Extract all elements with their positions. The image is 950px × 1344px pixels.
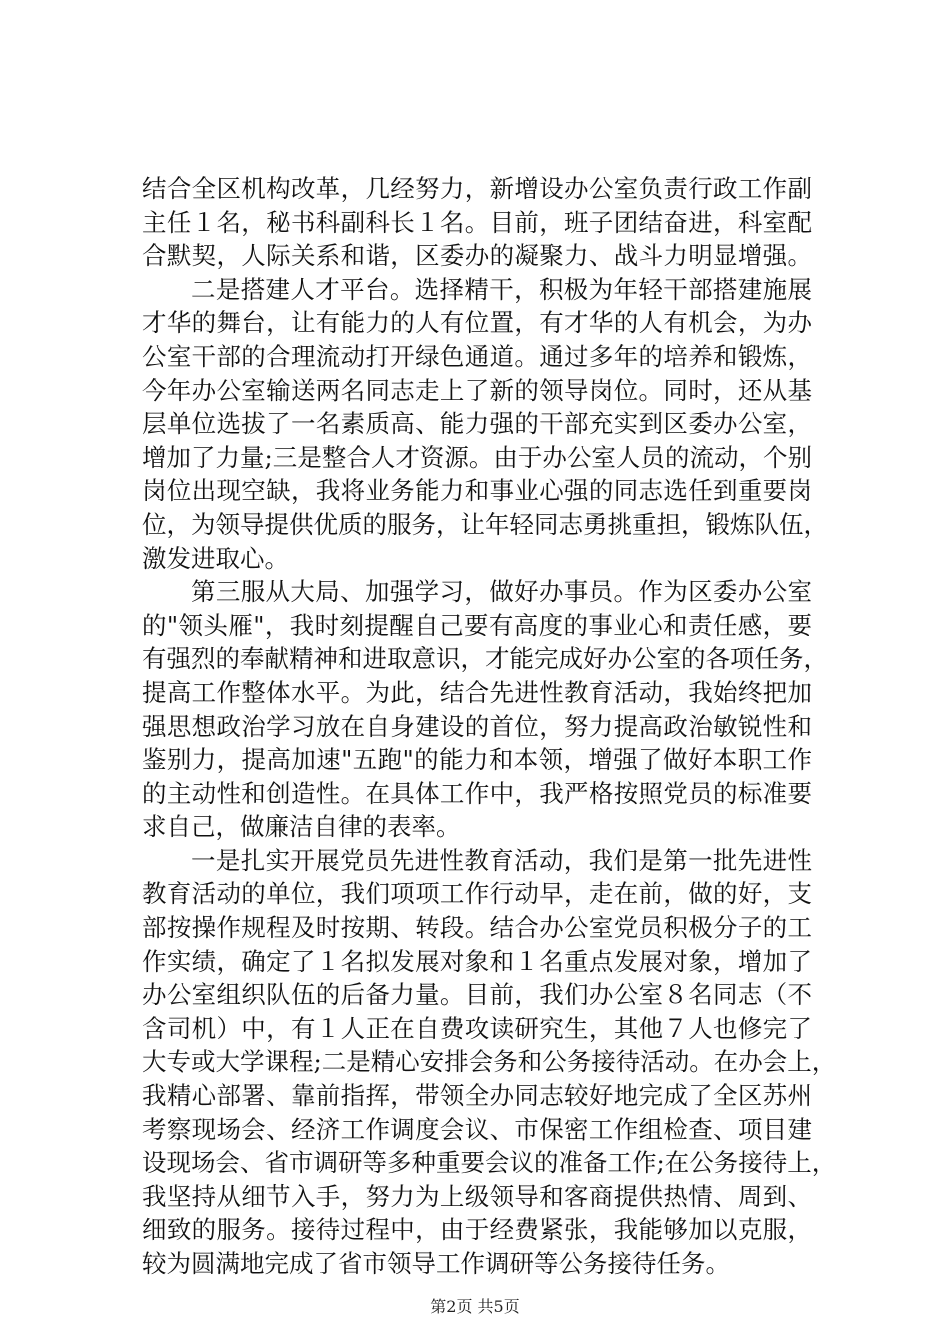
text-line: 设现场会、省市调研等多种重要会议的准备工作;在公务接待上，: [142, 1148, 837, 1178]
page-number-footer: 第2页 共5页: [430, 1297, 520, 1316]
text-line: 考察现场会、经济工作调度会议、市保密工作组检查、项目建: [142, 1114, 812, 1144]
text-line: 合默契，人际关系和谐，区委办的凝聚力、战斗力明显增强。: [142, 241, 812, 271]
text-line: 增加了力量;三是整合人才资源。由于办公室人员的流动，个别: [142, 442, 812, 472]
text-line: 主任１名，秘书科副科长１名。目前，班子团结奋进，科室配: [142, 207, 812, 237]
text-line: 第三服从大局、加强学习，做好办事员。作为区委办公室: [191, 577, 812, 607]
text-line: 部按操作规程及时按期、转段。结合办公室党员积极分子的工: [142, 913, 812, 943]
text-line: 作实绩，确定了１名拟发展对象和１名重点发展对象，增加了: [142, 946, 812, 976]
text-line: 今年办公室输送两名同志走上了新的领导岗位。同时，还从基: [142, 375, 812, 405]
text-line: 较为圆满地完成了省市领导工作调研等公务接待任务。: [142, 1249, 730, 1278]
text-line: 教育活动的单位，我们项项工作行动早，走在前，做的好，支: [142, 879, 812, 909]
text-line: 提高工作整体水平。为此，结合先进性教育活动，我始终把加: [142, 677, 812, 707]
text-line: 一是扎实开展党员先进性教育活动，我们是第一批先进性: [191, 845, 812, 875]
text-line: 有强烈的奉献精神和进取意识，才能完成好办公室的各项任务，: [142, 644, 828, 674]
text-line: 鉴别力，提高加速"五跑"的能力和本领，增强了做好本职工作: [142, 745, 812, 775]
text-line: 公室干部的合理流动打开绿色通道。通过多年的培养和锻炼，: [142, 341, 812, 371]
text-line: 位，为领导提供优质的服务，让年轻同志勇挑重担，锻炼队伍，: [142, 509, 828, 539]
text-line: 我坚持从细节入手，努力为上级领导和客商提供热情、周到、: [142, 1181, 812, 1211]
text-line: 大专或大学课程;二是精心安排会务和公务接待活动。在办会上，: [142, 1047, 837, 1077]
text-line: 岗位出现空缺，我将业务能力和事业心强的同志选任到重要岗: [142, 476, 812, 506]
text-line: 层单位选拔了一名素质高、能力强的干部充实到区委办公室，: [142, 409, 812, 439]
text-line: 我精心部署、靠前指挥，带领全办同志较好地完成了全区苏州: [142, 1081, 812, 1111]
text-line: 才华的舞台，让有能力的人有位置，有才华的人有机会，为办: [142, 308, 812, 338]
document-body: [142, 172, 837, 1281]
text-line: 办公室组织队伍的后备力量。目前，我们办公室８名同志（不: [142, 980, 812, 1010]
text-line: 二是搭建人才平台。选择精干，积极为年轻干部搭建施展: [191, 274, 812, 304]
text-line: 求自己，做廉洁自律的表率。: [142, 812, 461, 842]
text-line: 强思想政治学习放在自身建设的首位，努力提高政治敏锐性和: [142, 711, 812, 741]
text-line: 结合全区机构改革，几经努力，新增设办公室负责行政工作副: [142, 174, 812, 203]
text-line: 细致的服务。接待过程中，由于经费紧张，我能够加以克服，: [142, 1215, 812, 1245]
text-line: 激发进取心。: [142, 543, 289, 573]
text-line: 含司机）中，有１人正在自费攻读研究生，其他７人也修完了: [142, 1013, 812, 1043]
text-line: 的"领头雁"，我时刻提醒自己要有高度的事业心和责任感，要: [142, 610, 812, 640]
text-line: 的主动性和创造性。在具体工作中，我严格按照党员的标准要: [142, 778, 812, 808]
